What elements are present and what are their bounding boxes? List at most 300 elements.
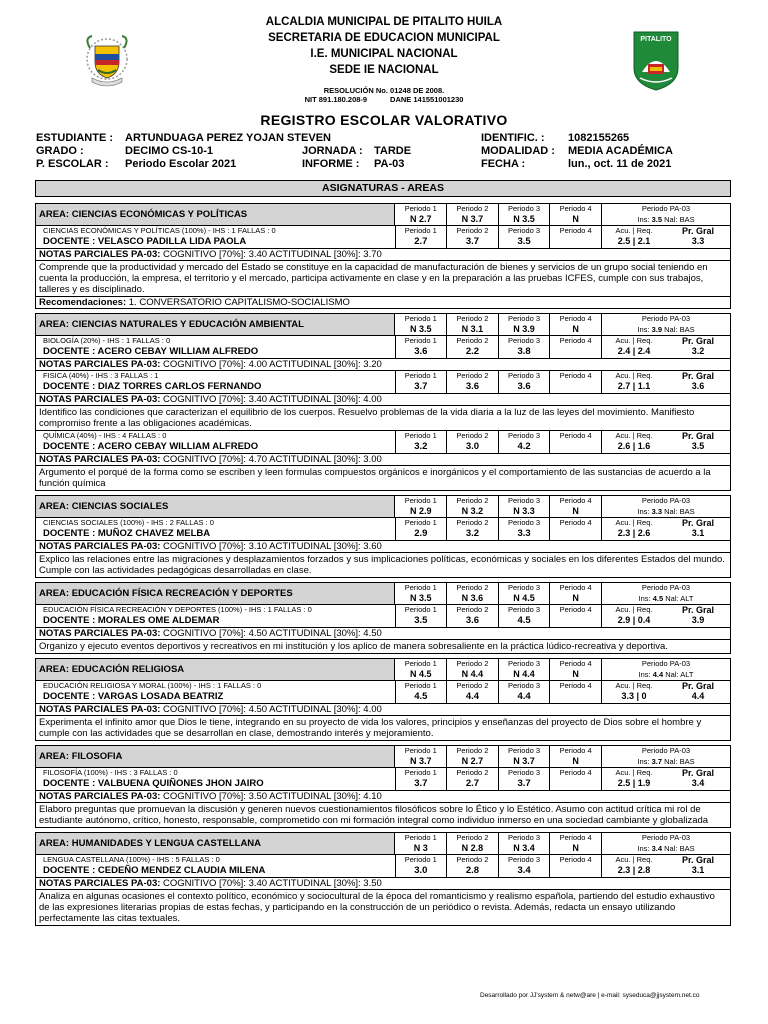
area-periodo-2 [446,204,498,225]
area-periodo-2-value: N 4.4 [461,669,484,679]
acumulado-title: Acu. | Req. [615,518,653,527]
subject-periodo-4 [549,226,601,248]
subject-periodo-2-title: Periodo 2 [456,226,489,235]
periodo-pa-values [602,506,730,517]
subject-name [36,371,395,393]
periodo-pa-title: Periodo PA-03 [641,659,691,668]
rec-label: Recomendaciones: [39,297,127,308]
notas-value: COGNITIVO [70%]: 4.00 ACTITUDINAL [30%]: 3.20 [163,359,382,370]
area-periodo-3 [498,314,550,335]
subject-row [35,431,731,454]
header-line-3: I.E. MUNICIPAL NACIONAL [310,48,458,60]
modalidad-value: MEDIA ACADÉMICA [568,145,673,157]
promedio-general-title: Pr. Gral [681,855,715,865]
area-periodo-4-title: Periodo 4 [559,204,592,213]
area-periodo-4-title: Periodo 4 [559,746,592,755]
ins-value: 3.3 [651,507,663,516]
subject-periodo-3 [498,431,550,453]
notas-parciales [35,791,731,803]
notas-label: NOTAS PARCIALES PA-03: [39,454,161,465]
student-info [36,132,736,171]
area-periodo-2-value: N 3.7 [461,214,484,224]
promedio-general [666,605,730,627]
subject-periodo-4-title: Periodo 4 [559,768,592,777]
periodo-pa-title: Periodo PA-03 [641,583,691,592]
recomendaciones [35,297,731,309]
subject-periodo-4 [549,768,601,790]
subject-periodo-3 [498,226,550,248]
subject-periodo-3-title: Periodo 3 [508,226,541,235]
area-periodo-4-value: N [572,506,579,516]
subject-periodo-1-title: Periodo 1 [404,681,437,690]
area-periodo-1 [394,204,446,225]
jornada-value: TARDE [374,145,412,157]
acumulado [601,336,666,358]
notas-label: NOTAS PARCIALES PA-03: [39,541,161,552]
promedio-general-value: 3.1 [691,528,705,538]
subject-periodo-1 [395,681,447,703]
area-periodo-4-value: N [572,593,579,603]
subject-periodo-2-title: Periodo 2 [456,605,489,614]
notas-value: COGNITIVO [70%]: 3.50 ACTITUDINAL [30%]: 4.10 [163,791,382,802]
subject-periodo-3 [498,768,550,790]
subject-name [36,336,395,358]
subject-periodo-3-title: Periodo 3 [508,371,541,380]
subject-row [35,518,731,541]
subject-periodo-1-value: 3.7 [414,381,428,392]
ins-label: Ins: [638,594,651,603]
subject-periodo-3-value: 4.2 [517,441,531,452]
area-periodo-2 [446,314,498,335]
subject-row [35,605,731,628]
area-periodo-4 [549,746,601,767]
subject-periodo-2-value: 2.8 [465,865,480,876]
periodo-pa-title: Periodo PA-03 [641,314,691,323]
ins-value: 3.5 [651,215,663,224]
header-line-4: SEDE IE NACIONAL [329,64,439,76]
resolucion: RESOLUCIÓN No. 01248 DE 2008. [323,86,445,95]
subject-detail: EDUCACIÓN RELIGIOSA Y MORAL (100%) - IHS : 1 FALLAS : 0 [43,681,262,690]
subject-periodo-4-title: Periodo 4 [559,605,592,614]
area-periodo-2-value: N 3.2 [461,506,484,516]
area-periodo-3 [498,746,550,767]
descripcion: Explico las relaciones entre las migraciones y desplazamientos forzados y sus implicaciones políticas, económicas y sociales en los diferentes Estados del mundo. Cumple con las actividades pedagógicas desarrolladas en clase. [35,553,731,578]
area-periodo-3-value: N 3.9 [513,324,535,334]
area-periodo-4 [549,659,601,680]
promedio-general-title: Pr. Gral [681,681,715,691]
subject-periodo-3 [498,605,550,627]
area-row [35,495,731,518]
docente: DOCENTE : MORALES OME ALDEMAR [43,615,220,626]
subject-periodo-1 [395,768,447,790]
descripcion: Argumento el porqué de la forma como se escriben y leen formulas compuestos orgánicos e inorgánicos y el comportamiento de las sustancias de acuerdo a la función química [35,466,731,491]
area-periodo-1-value: N 3.7 [409,756,432,766]
subject-detail: EDUCACIÓN FÍSICA RECREACIÓN Y DEPORTES (100%) - IHS : 1 FALLAS : 0 [43,605,312,614]
subject-periodo-1 [395,855,447,877]
area-row [35,832,731,855]
docente: DOCENTE : DIAZ TORRES CARLOS FERNANDO [43,381,262,392]
notas-label: NOTAS PARCIALES PA-03: [39,249,161,260]
nal-value: BAS [679,325,695,334]
ins-label: Ins: [637,507,650,516]
informe-value: PA-03 [374,158,405,170]
area-name: AREA: EDUCACIÓN FÍSICA RECREACIÓN Y DEPORTES [39,588,293,599]
notas-value: COGNITIVO [70%]: 3.40 ACTITUDINAL [30%]: 3.50 [163,878,382,889]
area-periodo-4-value: N [572,669,579,679]
area-periodo-4 [549,496,601,517]
subject-periodo-2-value: 4.4 [465,691,480,702]
subject-periodo-4-title: Periodo 4 [559,226,592,235]
area-periodo-2-value: N 3.1 [461,324,484,334]
subject-periodo-1 [395,605,447,627]
subject-periodo-4 [549,371,601,393]
acumulado [601,226,666,248]
ins-label: Ins: [637,757,650,766]
descripcion: Organizo y ejecuto eventos deportivos y recreativos en mi institución y los aplico de manera sobresaliente en la práctica lúdico-recreativa y deportiva. [35,640,731,654]
area-periodo-pa [601,833,730,854]
nal-value: BAS [679,844,695,853]
subject-periodo-1-value: 4.5 [414,691,428,702]
logo-text: PITALITO [640,36,672,43]
area-periodo-3 [498,204,550,225]
subject-periodo-1-title: Periodo 1 [404,371,437,380]
footer-credits: Desarrollado por JJ'system & netw@are | e-mail: syseduca@jjsystem.net.co [480,992,700,999]
areas-list [35,203,731,926]
pescolar-label: P. ESCOLAR : [36,158,109,170]
acumulado [601,855,666,877]
subject-periodo-2-title: Periodo 2 [456,371,489,380]
notas-parciales [35,359,731,371]
periodo-pa-title: Periodo PA-03 [641,204,691,213]
ins-label: Ins: [637,844,650,853]
notas-parciales [35,454,731,466]
subject-periodo-2 [446,431,498,453]
acumulado [601,605,666,627]
promedio-general-value: 4.4 [691,691,705,701]
docente: DOCENTE : VELASCO PADILLA LIDA PAOLA [43,236,247,247]
nal-label: Nal: [664,757,678,766]
area-periodo-3-value: N 4.5 [513,593,535,603]
subject-periodo-3-value: 3.5 [517,236,531,247]
pitalito-logo-icon [632,30,680,92]
ins-value: 3.4 [651,844,663,853]
subject-periodo-3 [498,855,550,877]
notas-label: NOTAS PARCIALES PA-03: [39,791,161,802]
area-periodo-1 [394,314,446,335]
acumulado [601,681,666,703]
subject-detail: LENGUA CASTELLANA (100%) - IHS : 5 FALLAS : 0 [43,855,220,864]
subject-periodo-4 [549,431,601,453]
area-periodo-3-value: N 3.5 [513,214,535,224]
area-periodo-4-title: Periodo 4 [559,496,592,505]
docente: DOCENTE : VARGAS LOSADA BEATRIZ [43,691,224,702]
area-periodo-3-title: Periodo 3 [507,496,541,505]
periodo-pa-values [602,756,730,767]
promedio-general-value: 3.1 [691,865,705,875]
subject-periodo-3-value: 3.3 [517,528,531,539]
notas-parciales [35,541,731,553]
area-periodo-1-value: N 2.9 [409,506,432,516]
area-periodo-2 [446,746,498,767]
area-periodo-3 [498,583,550,604]
subject-periodo-3 [498,371,550,393]
acumulado-title: Acu. | Req. [615,855,653,864]
subject-name [36,518,395,540]
subject-periodo-2 [446,518,498,540]
area-periodo-1-value: N 3 [413,843,428,853]
area-periodo-3 [498,659,550,680]
notas-parciales [35,704,731,716]
area-periodo-1-title: Periodo 1 [404,583,437,592]
subject-periodo-3-title: Periodo 3 [508,336,541,345]
acumulado-value: 2.3 | 2.6 [617,528,651,538]
subject-periodo-1-value: 2.7 [414,236,428,247]
promedio-general [666,681,730,703]
subject-periodo-2-title: Periodo 2 [456,336,489,345]
acumulado-title: Acu. | Req. [615,226,653,235]
area-periodo-pa [601,746,730,767]
acumulado [601,371,666,393]
notas-value: COGNITIVO [70%]: 3.40 ACTITUDINAL [30%]: 4.00 [163,394,382,405]
acumulado [601,431,666,453]
notas-parciales [35,394,731,406]
subject-periodo-4-title: Periodo 4 [559,336,592,345]
area-periodo-1-value: N 3.5 [409,593,432,603]
fecha-label: FECHA : [481,158,526,170]
area-periodo-3-title: Periodo 3 [507,314,541,323]
promedio-general-title: Pr. Gral [681,371,715,381]
subject-periodo-1-value: 3.7 [414,778,428,789]
subject-periodo-3-value: 4.5 [517,615,531,626]
area-name: AREA: FILOSOFIA [39,751,123,762]
acumulado-value: 2.5 | 2.1 [617,236,651,246]
area-periodo-4-title: Periodo 4 [559,314,592,323]
subject-periodo-3 [498,681,550,703]
subject-periodo-1 [395,371,447,393]
area-periodo-2-title: Periodo 2 [456,204,489,213]
grades-table [35,180,731,930]
subject-periodo-2-title: Periodo 2 [456,431,489,440]
area-periodo-3-title: Periodo 3 [507,746,541,755]
area-row [35,658,731,681]
promedio-general-title: Pr. Gral [681,431,715,441]
subject-name [36,431,395,453]
area-block [35,582,731,654]
area-periodo-pa [601,314,730,335]
descripcion: Elaboro preguntas que promuevan la discusión y generen nuevos cuestionamientos filosóficos sobre lo Ético y lo Estético. Asumo con actitud crítica mi rol de estudiante autónomo, crítico, honesto, responsable, comprometido con mi formación integral como individuo inmerso en una sociedad cambiante y globalizada [35,803,731,828]
subject-name [36,226,395,248]
area-periodo-3 [498,496,550,517]
area-row [35,582,731,605]
promedio-general-value: 3.3 [691,236,705,246]
promedio-general-title: Pr. Gral [681,336,715,346]
area-periodo-3-value: N 3.7 [513,756,535,766]
acumulado-title: Acu. | Req. [615,605,653,614]
acumulado [601,768,666,790]
notas-value: COGNITIVO [70%]: 3.10 ACTITUDINAL [30%]: 3.60 [163,541,382,552]
subject-periodo-2-value: 3.6 [465,615,480,626]
subject-periodo-2 [446,226,498,248]
area-periodo-4-title: Periodo 4 [559,833,592,842]
periodo-pa-values [602,843,730,854]
dane: DANE 141551001230 [390,95,464,104]
subject-name [36,681,395,703]
subject-periodo-3-value: 4.4 [517,691,531,702]
descripcion: Comprende que la productividad y mercado del Estado se constituye en la capacidad de manufacturación de bienes y servicios de un grupo social teniendo en cuenta la producción, la empresa, el territorio y el mercado, participa activamente en clase y en la preparación a las pruebas ICFES, cumple con sus trabajos, talleres y es disciplinado. [35,261,731,297]
estudiante-label: ESTUDIANTE : [36,132,113,144]
subject-periodo-2-value: 2.7 [465,778,480,789]
promedio-general-value: 3.6 [691,381,705,391]
subject-periodo-2 [446,681,498,703]
promedio-general [666,431,730,453]
area-periodo-4-value: N [572,214,579,224]
subject-periodo-2 [446,371,498,393]
informe-label: INFORME : [302,158,360,170]
asignaturas-header: ASIGNATURAS - AREAS [35,180,731,197]
periodo-pa-values [602,324,730,335]
area-name: AREA: CIENCIAS ECONÓMICAS Y POLÍTICAS [39,209,248,220]
area-periodo-1 [394,583,446,604]
subject-detail: CIENCIAS SOCIALES (100%) - IHS : 2 FALLAS : 0 [43,518,214,527]
subject-periodo-2-title: Periodo 2 [456,518,489,527]
ins-value: 4.4 [652,670,664,679]
subject-row [35,681,731,704]
subject-periodo-4 [549,518,601,540]
rec-value: 1. CONVERSATORIO CAPITALISMO-SOCIALISMO [128,297,350,308]
subject-periodo-4-title: Periodo 4 [559,855,592,864]
area-periodo-2-title: Periodo 2 [456,583,489,592]
area-periodo-2-title: Periodo 2 [456,496,489,505]
area-periodo-2-value: N 2.8 [461,843,484,853]
acumulado-value: 3.3 | 0 [621,691,647,701]
periodo-pa-title: Periodo PA-03 [641,496,691,505]
area-periodo-2-title: Periodo 2 [456,746,489,755]
subject-periodo-2-value: 3.0 [465,441,480,452]
area-periodo-1-title: Periodo 1 [404,204,437,213]
nal-label: Nal: [664,507,678,516]
area-periodo-1-value: N 2.7 [409,214,432,224]
area-periodo-3-value: N 3.4 [513,843,535,853]
area-periodo-2-value: N 3.6 [461,593,484,603]
identific-label: IDENTIFIC. : [481,132,545,144]
area-block [35,832,731,926]
acumulado-title: Acu. | Req. [615,431,653,440]
area-periodo-3-title: Periodo 3 [507,204,541,213]
subject-name [36,768,395,790]
header-line-2: SECRETARIA DE EDUCACION MUNICIPAL [268,32,500,44]
subject-detail: BIOLOGÍA (20%) - IHS : 1 FALLAS : 0 [43,336,171,345]
acumulado-value: 2.7 | 1.1 [617,381,651,391]
nal-value: ALT [680,670,694,679]
area-periodo-2-title: Periodo 2 [456,833,489,842]
area-periodo-pa [601,496,730,517]
area-periodo-1 [394,496,446,517]
subject-periodo-1-value: 3.2 [414,441,428,452]
promedio-general [666,336,730,358]
subject-periodo-1-title: Periodo 1 [404,855,437,864]
promedio-general [666,855,730,877]
docente: DOCENTE : MUÑOZ CHAVEZ MELBA [43,528,211,539]
jornada-label: JORNADA : [302,145,363,157]
area-periodo-1 [394,833,446,854]
subject-periodo-2 [446,768,498,790]
subject-row [35,768,731,791]
subject-periodo-3-value: 3.6 [517,381,531,392]
docente: DOCENTE : CEDEÑO MENDEZ CLAUDIA MILENA [43,865,266,876]
subject-periodo-4 [549,855,601,877]
subject-periodo-4 [549,336,601,358]
notas-value: COGNITIVO [70%]: 4.70 ACTITUDINAL [30%]: 3.00 [163,454,382,465]
area-periodo-3-title: Periodo 3 [507,833,541,842]
periodo-pa-title: Periodo PA-03 [641,833,691,842]
subject-periodo-1-title: Periodo 1 [404,431,437,440]
descripcion: Identifico las condiciones que caracterizan el equilibrio de los cuerpos. Resuelvo problemas de la vida diaria a la luz de las leyes del movimiento. Manifiesto compromiso frente a las obligaciones académicas. [35,406,731,431]
periodo-pa-values [602,669,730,680]
acumulado-value: 2.5 | 1.9 [617,778,651,788]
notas-label: NOTAS PARCIALES PA-03: [39,628,161,639]
ins-value: 3.9 [651,325,663,334]
subject-periodo-2-value: 3.6 [465,381,480,392]
subject-name [36,855,395,877]
nal-value: BAS [679,215,695,224]
notas-parciales [35,249,731,261]
periodo-pa-title: Periodo PA-03 [641,746,691,755]
promedio-general [666,371,730,393]
area-periodo-2 [446,583,498,604]
nal-value: BAS [679,757,695,766]
document-title: REGISTRO ESCOLAR VALORATIVO [260,112,508,128]
subject-periodo-1-title: Periodo 1 [404,605,437,614]
header-line-1: ALCALDIA MUNICIPAL DE PITALITO HUILA [265,16,503,28]
notas-label: NOTAS PARCIALES PA-03: [39,878,161,889]
subject-periodo-2 [446,605,498,627]
grado-value: DECIMO CS-10-1 [125,145,214,157]
area-name: AREA: CIENCIAS NATURALES Y EDUCACIÓN AMBIENTAL [39,319,304,330]
nal-label: Nal: [664,844,678,853]
subject-periodo-3-value: 3.4 [517,865,531,876]
area-periodo-2 [446,659,498,680]
area-periodo-4-title: Periodo 4 [559,659,592,668]
subject-periodo-4-title: Periodo 4 [559,431,592,440]
acumulado-title: Acu. | Req. [615,371,653,380]
subject-periodo-3-title: Periodo 3 [508,855,541,864]
subject-periodo-3-title: Periodo 3 [508,681,541,690]
ins-value: 4.5 [652,594,664,603]
subject-periodo-4-title: Periodo 4 [559,681,592,690]
nal-label: Nal: [665,594,679,603]
ins-value: 3.7 [651,757,663,766]
area-periodo-4-value: N [572,324,579,334]
acumulado-value: 2.6 | 1.6 [617,441,651,451]
subject-periodo-1 [395,336,447,358]
nal-value: BAS [679,507,695,516]
subject-detail: FILOSOFÍA (100%) - IHS : 3 FALLAS : 0 [43,768,178,777]
area-row [35,203,731,226]
notas-parciales [35,878,731,890]
identific-value: 1082155265 [568,132,630,144]
promedio-general-value: 3.5 [691,441,705,451]
promedio-general [666,518,730,540]
fecha-value: lun., oct. 11 de 2021 [568,158,672,170]
subject-periodo-4-title: Periodo 4 [559,371,592,380]
periodo-pa-values [602,593,730,604]
subject-row [35,855,731,878]
grado-label: GRADO : [36,145,84,157]
periodo-pa-values [602,214,730,225]
area-periodo-3 [498,833,550,854]
notas-label: NOTAS PARCIALES PA-03: [39,394,161,405]
area-periodo-1-title: Periodo 1 [404,659,437,668]
